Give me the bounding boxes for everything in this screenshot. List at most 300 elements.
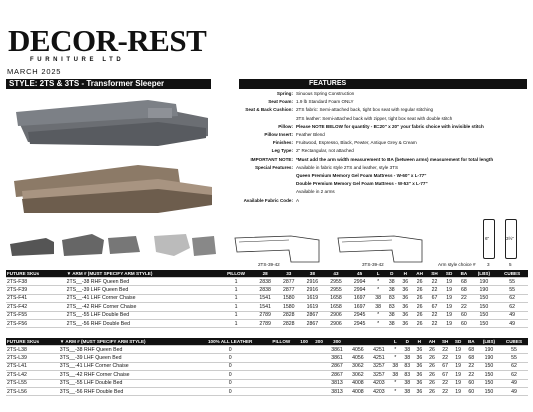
table-cell: 3861 [327,346,348,354]
column-header: ▼ ARM # (MUST SPECIFY ARM STYLE) [59,338,195,346]
table-cell: 2945 [348,319,372,327]
column-header: (LBS) [471,270,496,278]
table-cell: 3TS__-55 LHF Double Bed [59,379,195,387]
table-cell: 83 [385,294,399,302]
column-header: SD [442,270,457,278]
table-cell: 0 [194,362,266,370]
feature-value: Queen Premium Memory Gel Foam Mattress - W-60" x L-77" [296,173,427,179]
table-cell: 2828 [277,319,301,327]
empty-cell [266,354,297,362]
table-row [6,303,528,311]
table-cell: 150 [478,362,500,370]
feature-value: Available in 2 arms [296,189,335,195]
arm-choice-2: 5 [509,262,512,267]
table-cell: 2TS-F38 [6,278,66,286]
table-cell: 3TS__-42 RHF Corner Chaise [59,371,195,379]
table-cell: 150 [478,371,500,379]
table-cell: 2TS-L41 [6,362,59,370]
table-cell: * [371,278,385,286]
feature-row [215,139,530,147]
feature-key: Available Fabric Code: [243,197,293,203]
table-cell: 38 [385,278,399,286]
table-cell: 38 [371,303,385,311]
column-header: SH [439,338,452,346]
table-cell: 38 [401,354,413,362]
feature-key: Leg Type: [271,148,293,154]
table-cell: 60 [456,319,471,327]
feature-row [215,123,530,131]
column-header: (LBS) [478,338,500,346]
empty-cell [266,371,297,379]
table-cell: 150 [471,311,496,319]
column-header: 200 [312,338,327,346]
table-cell: 1541 [253,303,277,311]
feature-row [215,115,530,123]
empty-cell [297,362,312,370]
table-row [6,354,528,362]
feature-key: Finishes: [272,140,293,146]
table-cell: 38 [401,346,413,354]
table-cell: 2955 [324,278,348,286]
table-cell: 190 [478,354,500,362]
column-header: 38 [301,270,325,278]
table-cell: 4251 [368,354,389,362]
arm-choice-label: Arm style choice # [438,262,476,267]
table-cell: 83 [401,362,413,370]
configuration-thumbnails [6,230,218,260]
table-cell: 62 [496,294,528,302]
table-cell: 55 [496,278,528,286]
table-cell: 4008 [347,387,368,395]
table-cell: 2TS__-38 RHF Queen Bed [66,278,219,286]
table-cell: 83 [401,371,413,379]
table-cell: 3813 [327,379,348,387]
table-cell: 2955 [324,286,348,294]
table-cell: 68 [465,354,478,362]
empty-cell [312,354,327,362]
table-cell: 26 [425,354,438,362]
table-cell: 49 [496,311,528,319]
feature-row [215,156,530,164]
table-cell: 4056 [347,354,368,362]
feature-row [215,98,530,106]
table-cell: 19 [442,303,457,311]
table-cell: 4251 [368,346,389,354]
table-cell: 36 [399,303,413,311]
table-cell: 19 [452,387,465,395]
feature-value: Available in fabric style 2TS and leather, style 3TS [296,164,399,170]
table-cell: 2TS-L42 [6,371,59,379]
table-cell: 55 [500,354,528,362]
table-cell: 190 [478,346,500,354]
table-cell: 0 [194,354,266,362]
column-header: CUBES [496,270,528,278]
feature-row [215,197,530,205]
table-row [6,278,528,286]
feature-key: Seat & Back Cushion: [245,107,293,113]
leather-sofa-image [8,157,216,217]
table-cell: 3062 [347,362,368,370]
table-cell: 22 [439,346,452,354]
table-cell: 1697 [348,294,372,302]
feature-value: Please NOTE BELOW for quantity - B=20" x 20" your fabric choice with invisible stitch [296,123,484,129]
table-cell: 36 [399,286,413,294]
fabric-sofa-image [8,92,216,152]
table-cell: 26 [425,371,438,379]
table-cell: 2TS-L38 [6,346,59,354]
table-cell: 22 [456,303,471,311]
feature-value: Double Premium Memory Gel Foam Mattress - W-53" x L-77" [296,181,428,187]
table-cell: 22 [427,319,442,327]
table-cell: 22 [465,371,478,379]
table-cell: 2867 [327,371,348,379]
table-cell: 3TS__-56 RHF Double Bed [59,387,195,395]
table-cell: 36 [399,294,413,302]
table-cell: 2838 [253,286,277,294]
table-cell: 2TS__-41 LHF Corner Chaise [66,294,219,302]
table-cell: 22 [456,294,471,302]
column-header: SH [427,270,442,278]
table-cell: 1697 [348,303,372,311]
empty-cell [266,346,297,354]
column-header: BA [465,338,478,346]
table-cell: 2916 [301,278,325,286]
table-cell: 2TS-F39 [6,286,66,294]
table-cell: 2TS__-39 LHF Queen Bed [66,286,219,294]
table-cell: 2867 [301,311,325,319]
table-cell: 150 [478,379,500,387]
empty-cell [297,379,312,387]
empty-cell [312,346,327,354]
column-header: CUBES [500,338,528,346]
style-title: STYLE: 2TS & 3TS - Transformer Sleeper [6,79,211,89]
table-cell: 19 [452,379,465,387]
feature-value: Feather Blend [296,132,325,138]
table-cell: 38 [385,311,399,319]
table-cell: 1580 [277,303,301,311]
feature-key: Pillow: [278,123,293,129]
column-header: H [399,270,413,278]
table-cell: 19 [442,286,457,294]
column-header: L [389,338,401,346]
table-cell: 38 [401,379,413,387]
column-header: 33 [277,270,301,278]
table-row [6,311,528,319]
table-row [6,346,528,354]
feature-row [215,172,530,180]
empty-cell [312,379,327,387]
leather-price-table [6,338,528,396]
table-row [6,379,528,387]
column-header: PILLOW [219,270,254,278]
table-row [6,371,528,379]
table-cell: * [371,319,385,327]
table-cell: 26 [412,294,427,302]
table-cell: 1619 [301,303,325,311]
brand-subtitle: FURNITURE LTD [30,57,125,63]
feature-key: Seat Foam: [268,99,293,105]
column-header: 100 [297,338,312,346]
table-cell: 38 [385,319,399,327]
table-cell: 190 [471,278,496,286]
feature-key [215,180,296,188]
feature-key: IMPORTANT NOTE: [250,156,293,162]
table-cell: 26 [412,303,427,311]
table-cell: 22 [427,311,442,319]
table-cell: 19 [442,294,457,302]
table-cell: 0 [194,346,266,354]
feature-row [215,90,530,98]
table-cell: 36 [413,354,425,362]
column-header: AH [425,338,438,346]
table-cell: 22 [439,354,452,362]
feature-key: Spring: [276,91,293,96]
table-cell: 68 [456,286,471,294]
table-cell: 1580 [277,294,301,302]
table-cell: 2TS-F41 [6,294,66,302]
column-header: 45 [348,270,372,278]
table-cell: 1619 [301,294,325,302]
table-cell: 36 [399,319,413,327]
table-cell: 2945 [348,311,372,319]
table-cell: * [371,286,385,294]
table-cell: 60 [465,387,478,395]
table-cell: 4008 [347,379,368,387]
table-cell: 2867 [327,362,348,370]
table-cell: 36 [413,362,425,370]
table-cell: 36 [413,346,425,354]
table-cell: 38 [389,362,401,370]
feature-row [215,188,530,196]
table-cell: 3813 [327,387,348,395]
table-cell: 2789 [253,311,277,319]
table-cell: 2867 [301,319,325,327]
feature-row [215,164,530,172]
column-header: L [371,270,385,278]
column-header: FUTURE SKUs [6,270,66,278]
table-cell: * [389,379,401,387]
table-cell: 3TS__-41 LHF Corner Chaise [59,362,195,370]
feature-key [215,115,296,123]
column-header: SD [452,338,465,346]
table-cell: 1 [219,319,254,327]
table-cell: 150 [471,319,496,327]
table-cell: 49 [496,319,528,327]
table-cell: 26 [412,319,427,327]
feature-key: Special Features: [254,164,293,170]
column-header: FUTURE SKUs [6,338,59,346]
table-cell: 62 [496,303,528,311]
arm-3-width: 6" [485,236,490,241]
fabric-price-table [6,270,528,328]
table-cell: 26 [412,311,427,319]
table-cell: 19 [442,311,457,319]
column-header: AH [412,270,427,278]
table-cell: 36 [413,379,425,387]
table-cell: 62 [500,371,528,379]
table-cell: 67 [427,294,442,302]
table-cell: 67 [439,371,452,379]
feature-key [215,188,296,196]
catalog-date: MARCH 2025 [7,67,62,76]
feature-row [215,131,530,139]
table-cell: 49 [500,379,528,387]
column-header: BA [456,270,471,278]
column-header: ▼ ARM # (MUST SPECIFY ARM STYLE) [66,270,219,278]
table-cell: 150 [471,294,496,302]
table-cell: 0 [194,371,266,379]
table-cell: 2994 [348,278,372,286]
table-cell: 4203 [368,379,389,387]
table-cell: 0 [194,387,266,395]
column-header: H [413,338,425,346]
empty-cell [312,387,327,395]
table-cell: 19 [452,362,465,370]
table-cell: 2877 [277,286,301,294]
table-row [6,387,528,395]
table-cell: 38 [385,286,399,294]
table-cell: 55 [500,346,528,354]
column-header [347,338,368,346]
table-cell: 60 [465,379,478,387]
table-cell: 22 [465,362,478,370]
features-list [215,90,530,205]
table-cell: 26 [412,286,427,294]
table-cell: 2TS__-55 LHF Double Bed [66,311,219,319]
empty-cell [312,362,327,370]
table-cell: 2TS-L56 [6,387,59,395]
table-cell: 36 [413,387,425,395]
table-cell: 38 [401,387,413,395]
table-cell: 19 [452,354,465,362]
diagram-label-2ts: 2TS-39-42 [258,262,280,267]
table-cell: 2877 [277,278,301,286]
table-cell: 2TS-F56 [6,319,66,327]
column-header: D [385,270,399,278]
table-cell: 2789 [253,319,277,327]
empty-cell [297,346,312,354]
empty-cell [266,362,297,370]
arm-choice-1: 3 [487,262,490,267]
diagram-label-3ts: 3TS-39-42 [362,262,384,267]
empty-cell [266,387,297,395]
column-header: D [401,338,413,346]
table-cell: 26 [425,362,438,370]
table-cell: 0 [194,379,266,387]
table-cell: 55 [496,286,528,294]
table-cell: 3257 [368,371,389,379]
table-cell: * [389,387,401,395]
table-cell: 2TS__-42 RHF Corner Chaise [66,303,219,311]
table-cell: 19 [452,371,465,379]
table-cell: 26 [425,346,438,354]
table-cell: 150 [478,387,500,395]
feature-value: Fruitwood, Espresso, Black, Pewter, Antique Grey & Cream [296,140,417,146]
features-title: FEATURES [239,79,527,89]
table-cell: 36 [399,311,413,319]
table-cell: * [389,354,401,362]
table-cell: 26 [412,278,427,286]
table-row [6,362,528,370]
table-cell: 1 [219,278,254,286]
table-cell: 22 [427,278,442,286]
table-cell: 68 [465,346,478,354]
table-cell: 3861 [327,354,348,362]
table-cell: 1658 [324,303,348,311]
feature-value: A [296,197,300,203]
table-cell: 26 [425,387,438,395]
table-cell: 68 [456,278,471,286]
table-cell: 2994 [348,286,372,294]
table-row [6,294,528,302]
table-cell: 150 [471,303,496,311]
table-cell: 67 [427,303,442,311]
feature-value: *Must add the arm width measurement to BA (between arms) measurement for total length [296,156,494,162]
empty-cell [312,371,327,379]
table-cell: 2TS__-56 RHF Double Bed [66,319,219,327]
feature-row [215,180,530,188]
table-cell: 38 [389,371,401,379]
feature-value: 3TS leather: Semi-attached back with zipper, tight box seat with double stitch [296,115,453,121]
feature-value: 1.9 lb Standard Foam ONLY [296,99,354,105]
column-header: 100% ALL LEATHER [194,338,266,346]
table-cell: 2906 [324,311,348,319]
table-cell: 1 [219,294,254,302]
feature-key [215,172,296,180]
empty-cell [297,354,312,362]
feature-key: Pillow Insert: [264,132,293,138]
table-cell: 36 [413,371,425,379]
empty-cell [297,371,312,379]
table-cell: 2916 [301,286,325,294]
table-cell: 4056 [347,346,368,354]
table-cell: 2906 [324,319,348,327]
table-cell: 3TS__-38 RHF Queen Bed [59,346,195,354]
feature-value: 2TS fabric: Semi-attached back, tight box seat with regular stitching [296,107,434,113]
column-header [368,338,389,346]
table-cell: 67 [439,362,452,370]
table-cell: 26 [425,379,438,387]
column-header: 300 [327,338,348,346]
table-cell: 22 [439,387,452,395]
table-cell: 1541 [253,294,277,302]
brand-logo: DECOR-REST [8,23,207,58]
table-cell: 2838 [253,278,277,286]
table-cell: 4203 [368,387,389,395]
column-header: 43 [324,270,348,278]
table-cell: 1658 [324,294,348,302]
table-cell: * [371,311,385,319]
feature-value: Sinuous Spring Construction [296,91,355,96]
empty-cell [266,379,297,387]
column-header: PILLOW [266,338,297,346]
table-cell: 2TS-F42 [6,303,66,311]
table-cell: 2TS-F55 [6,311,66,319]
table-cell: 2828 [277,311,301,319]
table-cell: 1 [219,311,254,319]
table-row [6,286,528,294]
empty-cell [297,387,312,395]
table-cell: 22 [439,379,452,387]
table-cell: 2TS-L55 [6,379,59,387]
table-cell: 49 [500,387,528,395]
arm-5-width: 3½" [506,236,515,241]
table-cell: 19 [452,346,465,354]
table-cell: 38 [371,294,385,302]
feature-row [215,147,530,155]
column-header: 28 [253,270,277,278]
table-cell: 3062 [347,371,368,379]
